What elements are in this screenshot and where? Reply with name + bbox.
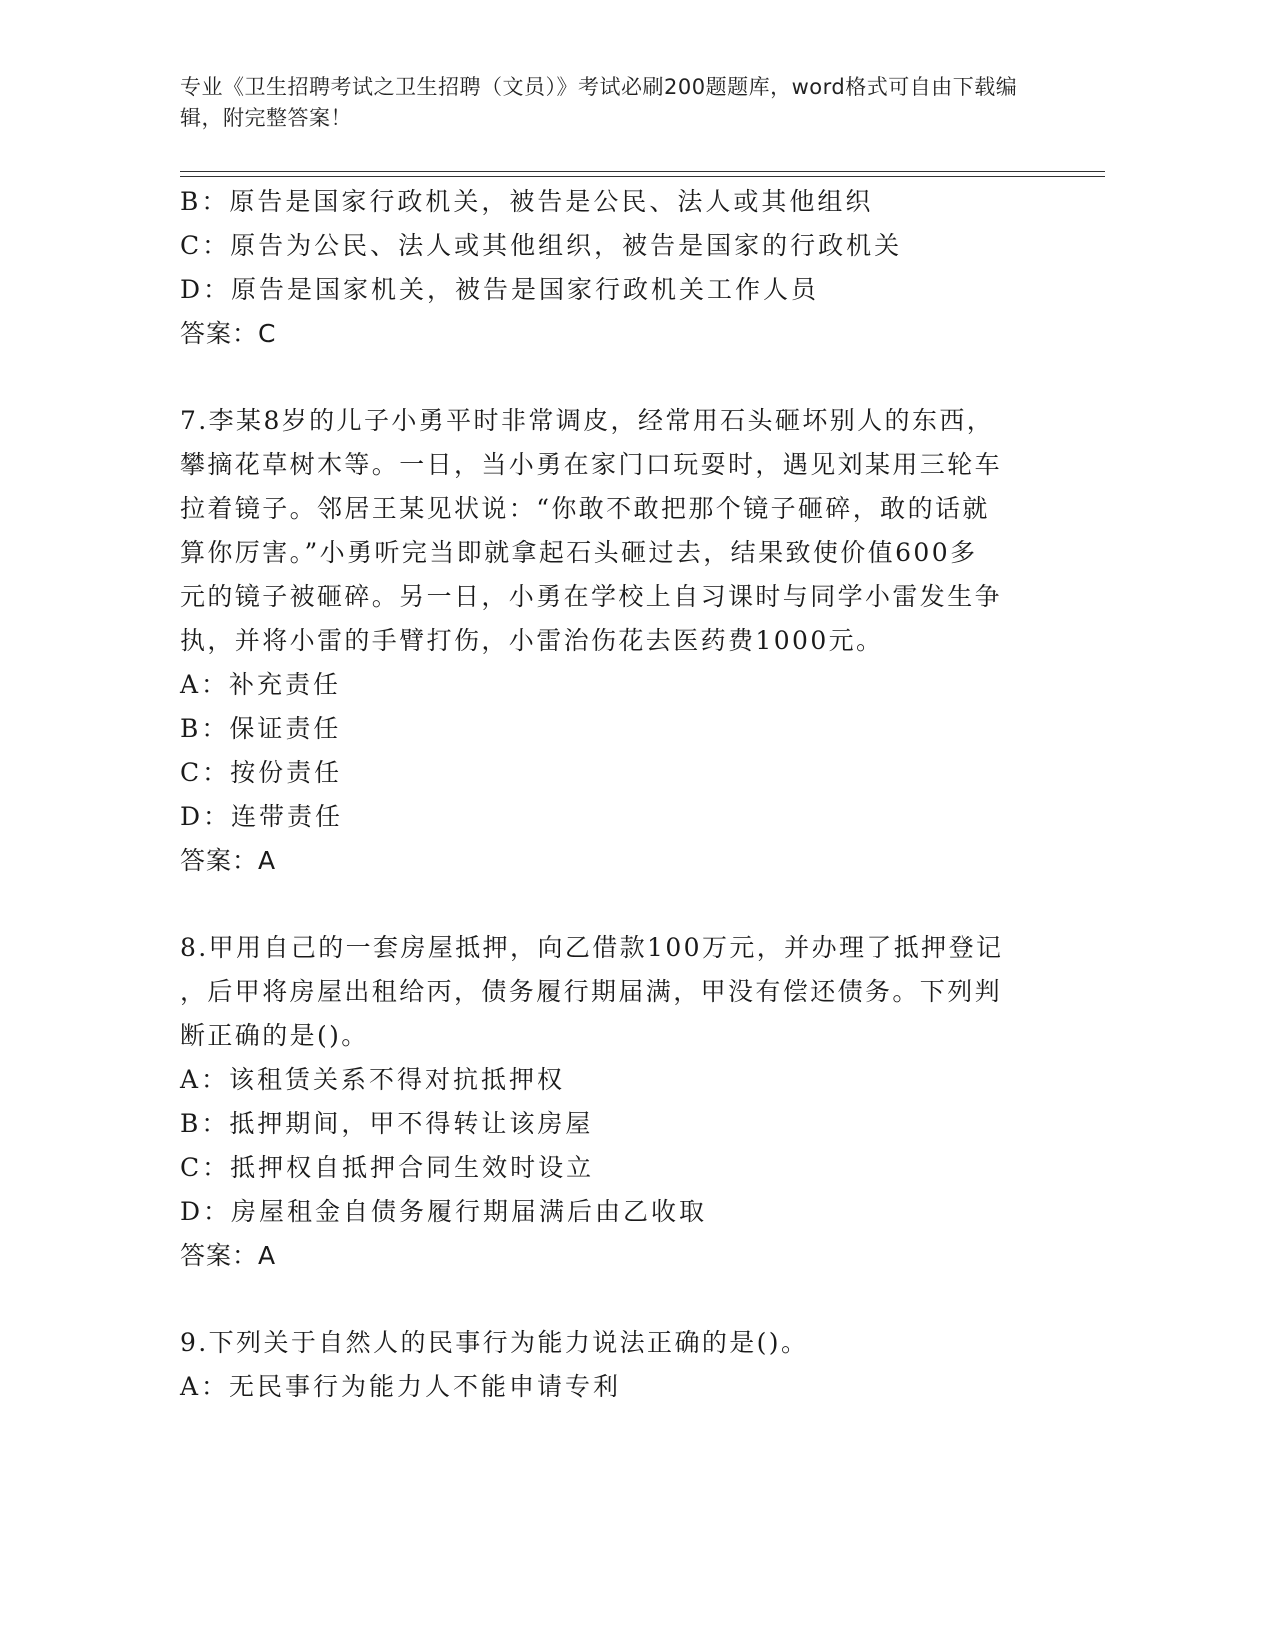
option-c: C：抵押权自抵押合同生效时设立	[180, 1153, 595, 1182]
question-text-line: 断正确的是()。	[180, 1021, 369, 1050]
question-7	[180, 399, 1030, 883]
option-d: D：房屋租金自债务履行期届满后由乙收取	[180, 1197, 708, 1226]
option-a: A：该租赁关系不得对抗抵押权	[180, 1065, 566, 1094]
option-c: C：原告为公民、法人或其他组织，被告是国家的行政机关	[180, 231, 903, 260]
question-text-line: 攀摘花草树木等。一日，当小勇在家门口玩耍时，遇见刘某用三轮车	[180, 450, 1003, 479]
document-body	[180, 180, 1030, 1409]
header-divider-top	[180, 171, 1105, 172]
option-d: D：原告是国家机关，被告是国家行政机关工作人员	[180, 275, 820, 304]
document-header: 专业《卫生招聘考试之卫生招聘（文员）》考试必刷200题题库，word格式可自由下载编辑，附完整答案！	[180, 75, 1018, 130]
question-text-line: 执，并将小雷的手臂打伤，小雷治伤花去医药费1000元。	[180, 626, 884, 655]
question-text-line: 7.李某8岁的儿子小勇平时非常调皮，经常用石头砸坏别人的东西，	[180, 406, 995, 435]
option-b: B：保证责任	[180, 714, 342, 743]
option-d: D：连带责任	[180, 802, 344, 831]
question-text-line: 拉着镜子。邻居王某见状说：“你敢不敢把那个镜子砸碎，敢的话就	[180, 494, 990, 523]
question-text-line: 9.下列关于自然人的民事行为能力说法正确的是()。	[180, 1328, 809, 1357]
answer: 答案：A	[180, 1241, 277, 1270]
option-a: A：无民事行为能力人不能申请专利	[180, 1372, 622, 1401]
answer: 答案：C	[180, 319, 277, 348]
question-6	[180, 180, 1030, 356]
question-9	[180, 1321, 1030, 1409]
option-c: C：按份责任	[180, 758, 343, 787]
header-divider-bottom	[180, 176, 1105, 177]
option-b: B：抵押期间，甲不得转让该房屋	[180, 1109, 594, 1138]
question-text-line: 8.甲用自己的一套房屋抵押，向乙借款100万元，并办理了抵押登记	[180, 933, 1004, 962]
question-text-line: ，后甲将房屋出租给丙，债务履行期届满，甲没有偿还债务。下列判	[180, 977, 1003, 1006]
option-a: A：补充责任	[180, 670, 342, 699]
question-text-line: 元的镜子被砸碎。另一日，小勇在学校上自习课时与同学小雷发生争	[180, 582, 1003, 611]
question-text-line: 算你厉害。”小勇听完当即就拿起石头砸过去，结果致使价值600多	[180, 538, 978, 567]
option-b: B：原告是国家行政机关，被告是公民、法人或其他组织	[180, 187, 874, 216]
answer: 答案：A	[180, 846, 277, 875]
question-8	[180, 926, 1030, 1278]
